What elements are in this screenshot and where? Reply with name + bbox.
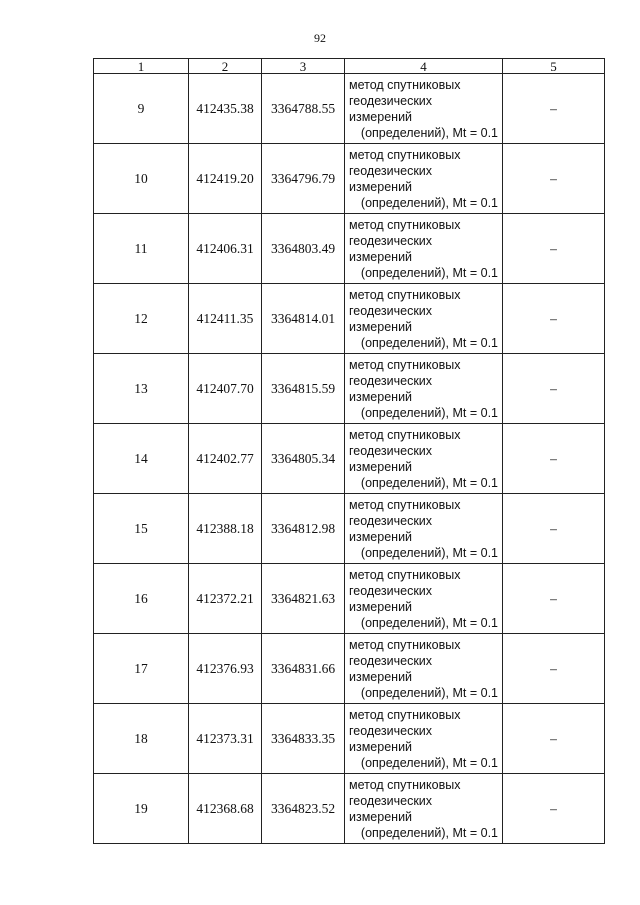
method-line: геодезических [349,443,433,458]
point-number-cell: 13 [94,354,189,424]
y-coordinate-cell: 3364821.63 [262,564,345,634]
method-line: (определений), Mt = 0.1 [360,825,498,840]
method-cell [345,774,503,844]
note-cell: – [503,144,605,214]
method-line: метод спутниковых [349,497,461,512]
method-line: метод спутниковых [349,707,461,722]
table-row [94,634,605,704]
y-coordinate-cell: 3364831.66 [262,634,345,704]
method-line: измерений [349,109,413,124]
y-coordinate-cell: 3364796.79 [262,144,345,214]
x-coordinate-cell: 412373.31 [189,704,262,774]
header-col-5: 5 [503,59,605,74]
method-line: геодезических [349,583,433,598]
method-line: (определений), Mt = 0.1 [360,125,498,140]
method-line: (определений), Mt = 0.1 [360,685,498,700]
note-cell: – [503,564,605,634]
method-cell [345,214,503,284]
x-coordinate-cell: 412419.20 [189,144,262,214]
note-cell: – [503,214,605,284]
x-coordinate-cell: 412402.77 [189,424,262,494]
y-coordinate-cell: 3364823.52 [262,774,345,844]
x-coordinate-cell: 412407.70 [189,354,262,424]
method-line: (определений), Mt = 0.1 [360,755,498,770]
table-row [94,424,605,494]
note-cell: – [503,284,605,354]
method-cell [345,284,503,354]
point-number-cell: 18 [94,704,189,774]
x-coordinate-cell: 412372.21 [189,564,262,634]
method-line: метод спутниковых [349,217,461,232]
point-number-cell: 16 [94,564,189,634]
table-body [94,74,605,844]
point-number-cell: 14 [94,424,189,494]
method-line: метод спутниковых [349,567,461,582]
header-col-4: 4 [345,59,503,74]
method-line: геодезических [349,653,433,668]
method-line: геодезических [349,373,433,388]
method-cell [345,704,503,774]
page-number: 92 [314,31,326,45]
header-col-3: 3 [262,59,345,74]
method-line: измерений [349,529,413,544]
note-cell: – [503,74,605,144]
method-cell [345,74,503,144]
note-cell: – [503,354,605,424]
method-line: (определений), Mt = 0.1 [360,475,498,490]
point-number-cell: 15 [94,494,189,564]
table-header [94,59,605,74]
method-line: метод спутниковых [349,777,461,792]
table-row [94,564,605,634]
note-cell: – [503,494,605,564]
method-line: (определений), Mt = 0.1 [360,195,498,210]
y-coordinate-cell: 3364833.35 [262,704,345,774]
x-coordinate-cell: 412376.93 [189,634,262,704]
method-line: (определений), Mt = 0.1 [360,545,498,560]
table-row [94,284,605,354]
method-cell [345,144,503,214]
method-line: измерений [349,389,413,404]
method-line: геодезических [349,303,433,318]
method-line: (определений), Mt = 0.1 [360,335,498,350]
method-line: измерений [349,599,413,614]
table-row [94,144,605,214]
method-line: метод спутниковых [349,77,461,92]
method-cell [345,494,503,564]
method-line: метод спутниковых [349,427,461,442]
method-line: измерений [349,809,413,824]
coordinates-table [93,58,605,844]
method-line: измерений [349,179,413,194]
y-coordinate-cell: 3364803.49 [262,214,345,284]
y-coordinate-cell: 3364812.98 [262,494,345,564]
point-number-cell: 11 [94,214,189,284]
method-line: метод спутниковых [349,637,461,652]
point-number-cell: 19 [94,774,189,844]
table-row [94,214,605,284]
method-line: измерений [349,459,413,474]
method-cell [345,424,503,494]
table-row [94,74,605,144]
method-line: метод спутниковых [349,357,461,372]
x-coordinate-cell: 412388.18 [189,494,262,564]
table-row [94,774,605,844]
y-coordinate-cell: 3364788.55 [262,74,345,144]
note-cell: – [503,634,605,704]
header-col-1: 1 [94,59,189,74]
y-coordinate-cell: 3364805.34 [262,424,345,494]
table-row [94,704,605,774]
table-row [94,354,605,424]
header-row [94,59,605,74]
method-line: метод спутниковых [349,287,461,302]
method-line: (определений), Mt = 0.1 [360,405,498,420]
method-line: измерений [349,319,413,334]
note-cell: – [503,774,605,844]
header-col-2: 2 [189,59,262,74]
method-line: геодезических [349,163,433,178]
y-coordinate-cell: 3364814.01 [262,284,345,354]
note-cell: – [503,704,605,774]
method-line: измерений [349,249,413,264]
method-line: измерений [349,739,413,754]
note-cell: – [503,424,605,494]
point-number-cell: 9 [94,74,189,144]
x-coordinate-cell: 412406.31 [189,214,262,284]
method-line: геодезических [349,93,433,108]
method-cell [345,354,503,424]
y-coordinate-cell: 3364815.59 [262,354,345,424]
method-cell [345,564,503,634]
method-line: геодезических [349,793,433,808]
method-line: метод спутниковых [349,147,461,162]
point-number-cell: 17 [94,634,189,704]
point-number-cell: 10 [94,144,189,214]
point-number-cell: 12 [94,284,189,354]
method-line: измерений [349,669,413,684]
method-line: геодезических [349,723,433,738]
method-line: (определений), Mt = 0.1 [360,615,498,630]
x-coordinate-cell: 412368.68 [189,774,262,844]
x-coordinate-cell: 412435.38 [189,74,262,144]
method-cell [345,634,503,704]
x-coordinate-cell: 412411.35 [189,284,262,354]
method-line: геодезических [349,513,433,528]
method-line: (определений), Mt = 0.1 [360,265,498,280]
method-line: геодезических [349,233,433,248]
table-row [94,494,605,564]
